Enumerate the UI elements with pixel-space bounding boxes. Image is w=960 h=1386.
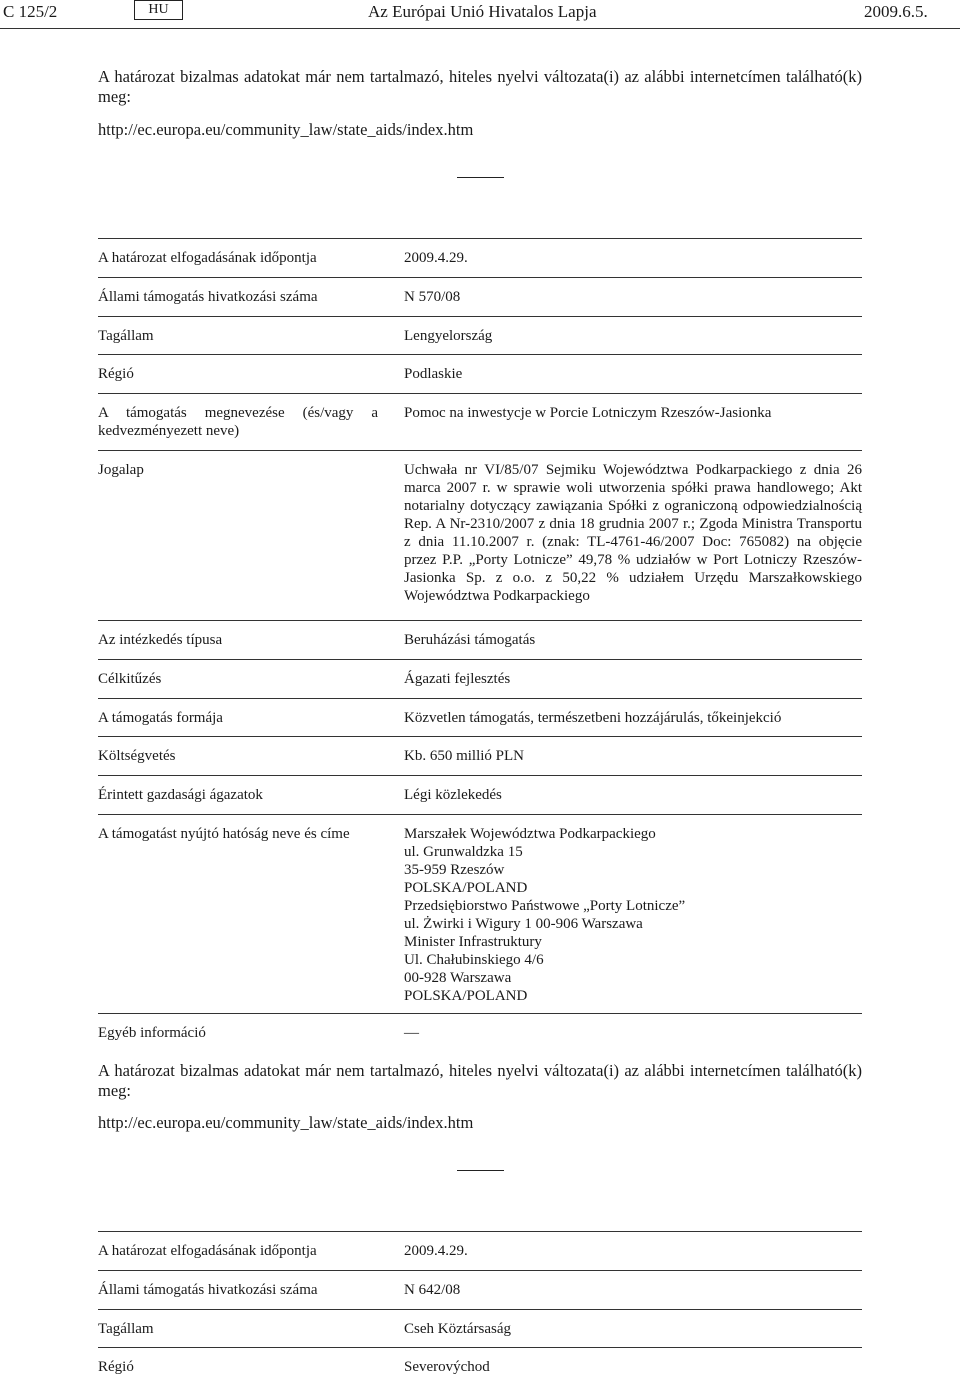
row-rule	[98, 1231, 862, 1232]
row-value	[404, 670, 862, 688]
row-label: Célkitűzés	[98, 671, 162, 687]
row-rule	[98, 620, 862, 621]
row-label: A határozat elfogadásának időpontja	[98, 250, 317, 266]
publication-date: 2009.6.5.	[864, 2, 928, 21]
confidentiality-notice-2: A határozat bizalmas adatokat már nem tartalmazó, hiteles nyelvi változata(i) az alábbi internetcímen található(k) meg:	[98, 1061, 862, 1100]
journal-title: Az Európai Unió Hivatalos Lapja	[368, 2, 597, 21]
row-value-line: N 570/08	[404, 289, 461, 305]
row-label: Költségvetés	[98, 748, 176, 764]
row-value-line: Lengyelország	[404, 328, 493, 344]
row-value	[404, 709, 862, 727]
page-header	[0, 0, 960, 28]
row-value-line: Ágazati fejlesztés	[404, 671, 511, 687]
row-label: Régió	[98, 1359, 134, 1375]
row-value	[404, 747, 862, 765]
section-separator-2	[457, 1170, 504, 1171]
row-value-line: Légi közlekedés	[404, 787, 502, 803]
row-value	[404, 825, 862, 1005]
row-label: Állami támogatás hivatkozási száma	[98, 289, 318, 305]
row-value-line: Minister Infrastruktury	[404, 934, 542, 950]
row-rule	[98, 698, 862, 699]
row-value-line: Ul. Chałubinskiego 4/6	[404, 952, 544, 968]
row-value-line: Cseh Köztársaság	[404, 1321, 512, 1337]
row-label: Tagállam	[98, 328, 154, 344]
row-value	[404, 327, 862, 345]
row-rule	[98, 277, 862, 278]
row-rule	[98, 1270, 862, 1271]
row-value	[404, 288, 862, 306]
row-label: A támogatás megnevezése (és/vagy a kedvezményezett neve)	[98, 405, 378, 439]
row-value	[404, 786, 862, 804]
notice-url-2[interactable]: http://ec.europa.eu/community_law/state_aids/index.htm	[98, 1113, 474, 1132]
row-rule	[98, 1309, 862, 1310]
row-rule	[98, 1013, 862, 1014]
row-value-line: 00-928 Warszawa	[404, 970, 512, 986]
row-label: Az intézkedés típusa	[98, 632, 223, 648]
row-value-line: Beruházási támogatás	[404, 632, 536, 648]
row-rule	[98, 393, 862, 394]
notice-url[interactable]: http://ec.europa.eu/community_law/state_aids/index.htm	[98, 120, 474, 139]
row-value-line: 2009.4.29.	[404, 250, 468, 266]
row-value-line: ul. Grunwaldzka 15	[404, 844, 523, 860]
row-value-line: POLSKA/POLAND	[404, 988, 528, 1004]
publication-number: C 125/2	[3, 2, 58, 21]
row-value	[404, 1024, 862, 1042]
row-value-line: Podlaskie	[404, 366, 463, 382]
row-value	[404, 461, 862, 605]
row-value	[404, 1358, 862, 1376]
row-value-line: Przedsiębiorstwo Państwowe „Porty Lotnicze”	[404, 898, 686, 914]
row-value	[404, 1281, 862, 1299]
row-value-line: 2009.4.29.	[404, 1243, 468, 1259]
row-value-line: Marszałek Województwa Podkarpackiego	[404, 826, 656, 842]
row-value-line: Közvetlen támogatás, természetbeni hozzájárulás, tőkeinjekció	[404, 710, 782, 726]
row-label: Tagállam	[98, 1321, 154, 1337]
confidentiality-notice: A határozat bizalmas adatokat már nem tartalmazó, hiteles nyelvi változata(i) az alábbi internetcímen található(k) meg:	[98, 67, 862, 106]
header-rule	[0, 28, 960, 29]
row-rule	[98, 775, 862, 776]
row-rule	[98, 1347, 862, 1348]
row-value-line: N 642/08	[404, 1282, 461, 1298]
row-rule	[98, 354, 862, 355]
row-value-line: Severovýchod	[404, 1359, 490, 1375]
row-rule	[98, 238, 862, 239]
row-label: Egyéb információ	[98, 1025, 206, 1041]
row-value	[404, 404, 862, 422]
language-badge: HU	[134, 0, 183, 20]
section-separator	[457, 177, 504, 178]
row-rule	[98, 814, 862, 815]
row-value-line: —	[404, 1025, 419, 1041]
row-label: Jogalap	[98, 462, 144, 478]
row-rule	[98, 450, 862, 451]
row-value-line: Uchwała nr VI/85/07 Sejmiku Województwa Podkarpackiego z dnia 26 marca 2007 r. w sprawie woli utworzenia spółki prawa handlowego; Akt notarialny dotyczący zawiązania Spółki z ograniczoną odpowiedzialnością Rep. A Nr-2310/2007 z dnia 18 grudnia 2007 r.; Zgoda Ministra Transportu z dnia 11.10.2007 r. (znak: TL-4761-46/2007 Doc: 765082) na objęcie przez P.P. „Porty Lotnicze” 49,78 % udziałów w Port Lotniczy Rzeszów-Jasionka Sp. z o.o. z 50,22 % udziałem Urzędu Marszałkowskiego Województwa Podkarpackiego	[404, 462, 862, 604]
row-value	[404, 1242, 862, 1260]
row-value	[404, 631, 862, 649]
row-rule	[98, 316, 862, 317]
row-value	[404, 249, 862, 267]
row-label: Állami támogatás hivatkozási száma	[98, 1282, 318, 1298]
row-value-line: Pomoc na inwestycje w Porcie Lotniczym Rzeszów-Jasionka	[404, 405, 772, 421]
row-label: Régió	[98, 366, 134, 382]
row-label: A határozat elfogadásának időpontja	[98, 1243, 317, 1259]
row-value	[404, 1320, 862, 1338]
row-label: A támogatás formája	[98, 710, 223, 726]
row-value-line: ul. Żwirki i Wigury 1 00-906 Warszawa	[404, 916, 643, 932]
row-value-line: Kb. 650 millió PLN	[404, 748, 525, 764]
row-value-line: 35-959 Rzeszów	[404, 862, 505, 878]
row-label: A támogatást nyújtó hatóság neve és címe	[98, 826, 350, 842]
row-rule	[98, 659, 862, 660]
row-value	[404, 365, 862, 383]
row-rule	[98, 736, 862, 737]
row-value-line: POLSKA/POLAND	[404, 880, 528, 896]
row-label: Érintett gazdasági ágazatok	[98, 787, 263, 803]
